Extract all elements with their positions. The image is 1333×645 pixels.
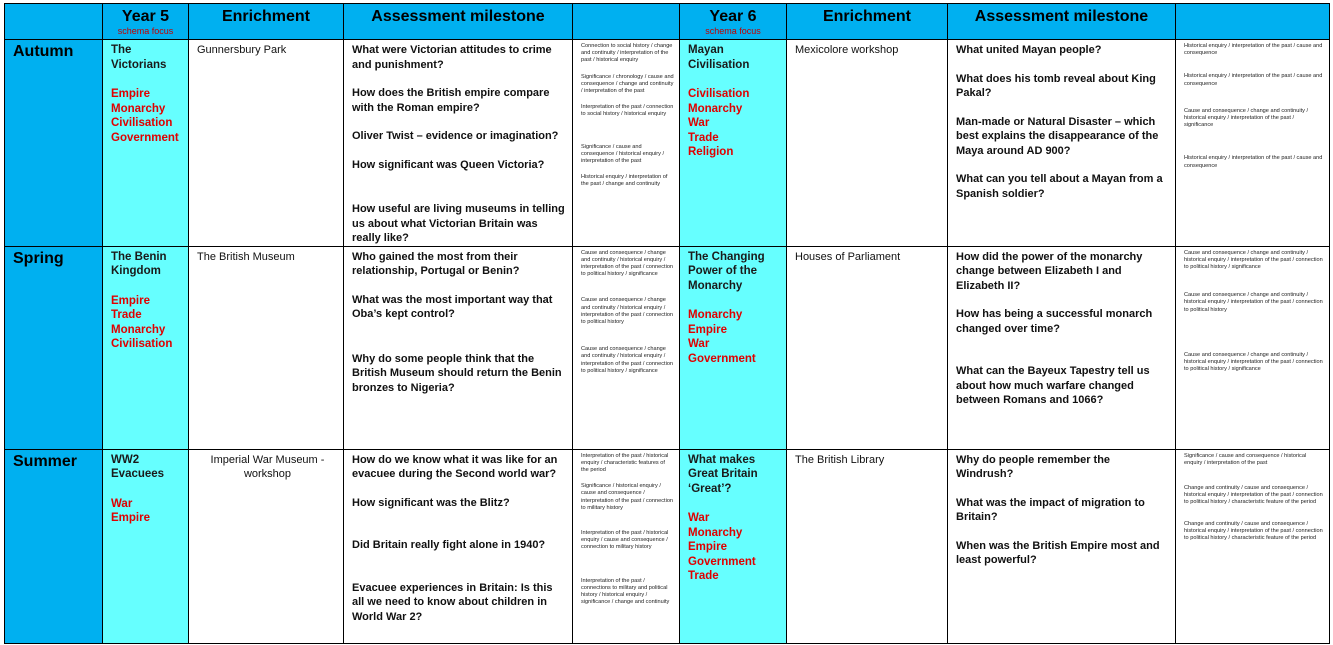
header-term (5, 4, 103, 40)
skill-note: Significance / chronology / cause and consequence / change and continuity / interpretation of the past (581, 73, 674, 95)
question: How has being a successful monarch changed over time? (956, 308, 1153, 335)
header-year6 (680, 4, 787, 40)
y6-skills-cell (1176, 40, 1330, 247)
question: What can you tell about a Mayan from a Spanish soldier? (956, 173, 1163, 200)
y5-milestone-cell (344, 40, 573, 247)
concept: Civilisation (111, 338, 173, 350)
skill-note: Historical enquiry / interpretation of the past / cause and consequence (1184, 43, 1323, 57)
question: What was the most important way that Oba’s kept control? (352, 293, 553, 320)
concept: Trade (688, 131, 719, 144)
concept: Monarchy (111, 102, 166, 115)
topic-title: WW2 Evacuees (111, 453, 165, 480)
y5-skills-cell (573, 40, 680, 247)
question: Did Britain really fight alone in 1940? (352, 539, 546, 551)
concept: Government (688, 352, 756, 365)
concept: Civilisation (688, 88, 750, 100)
skill-note: Historical enquiry / interpretation of the past / cause and consequence (1184, 73, 1323, 87)
y5-topic-cell (103, 449, 189, 643)
question: Man-made or Natural Disaster – which best explains the disappearance of the Maya around AD 900? (956, 115, 1159, 157)
question: How significant was Queen Victoria? (352, 158, 545, 171)
concept: War (111, 497, 133, 510)
term-row-summer (5, 449, 1330, 643)
question: What was the impact of migration to Britain? (956, 496, 1145, 523)
concept: Trade (688, 570, 719, 582)
skill-note: Cause and consequence / change and continuity / historical enquiry / interpretation of the past / connection to political history (581, 297, 674, 325)
question: What can the Bayeux Tapestry tell us about how much warfare changed between Romans and 1066? (956, 365, 1150, 406)
skill-note: Cause and consequence / change and continuity / historical enquiry / interpretation of the past / connection to political history / significance (1184, 351, 1323, 373)
skill-note: Interpretation of the past / historical enquiry / cause and consequence / connection to military history (581, 529, 669, 551)
skill-note: Historical enquiry / interpretation of the past / change and continuity (581, 174, 668, 188)
skill-note: Interpretation of the past / connections to military and political history / historical enquiry / significance / change and continuity (581, 577, 670, 606)
y5-enrichment-cell: Imperial War Museum - workshop (189, 449, 344, 643)
y6-enrichment-cell: The British Library (787, 449, 948, 643)
header-row (5, 4, 1330, 40)
skill-note: Cause and consequence / change and continuity / historical enquiry / interpretation of the past / connection to political history / significance (1184, 249, 1323, 270)
y6-topic-cell (680, 246, 787, 449)
header-milestone-y5: Assessment milestone (344, 4, 573, 40)
header-enrichment-y5: Enrichment (189, 4, 344, 40)
topic-title: What makes Great Britain ‘Great’? (688, 453, 758, 495)
concept: Empire (111, 294, 150, 307)
year5-subtitle: schema focus (117, 26, 174, 36)
y6-enrichment-cell: Houses of Parliament (787, 246, 948, 449)
term-cell: Spring (5, 246, 103, 449)
y5-skills-cell (573, 246, 680, 449)
concept: Monarchy (111, 323, 166, 336)
skill-note: Interpretation of the past / historical enquiry / characteristic features of the period (581, 452, 669, 473)
y6-topic-cell (680, 40, 787, 247)
skill-note: Historical enquiry / interpretation of the past / cause and consequence (1184, 155, 1323, 169)
skill-note: Cause and consequence / change and continuity / historical enquiry / interpretation of the past / connection to political history (1184, 292, 1323, 313)
header-year5 (103, 4, 189, 40)
concept: Empire (111, 512, 150, 524)
curriculum-table (4, 3, 1330, 644)
term-row-spring (5, 246, 1330, 449)
question: What does his tomb reveal about King Pakal? (956, 72, 1156, 99)
y5-milestone-cell (344, 449, 573, 643)
concept: War (688, 512, 710, 524)
question: How does the British empire compare with the Roman empire? (352, 87, 550, 114)
skill-note: Significance / cause and consequence / historical enquiry / interpretation of the past (581, 143, 665, 165)
y5-enrichment-cell: The British Museum (189, 246, 344, 449)
question: What were Victorian attitudes to crime and punishment? (352, 44, 552, 71)
skill-note: Significance / historical enquiry / cause and consequence / interpretation of the past / connection to military history (581, 483, 674, 511)
question: Evacuee experiences in Britain: Is this all we need to know about children in World War 2? (352, 581, 553, 623)
question: Oliver Twist – evidence or imagination? (352, 130, 559, 142)
y6-skills-cell (1176, 246, 1330, 449)
topic-title: Mayan Civilisation (688, 44, 750, 71)
term-cell: Summer (5, 449, 103, 643)
term-row-autumn (5, 40, 1330, 247)
question: What united Mayan people? (956, 44, 1102, 56)
y5-skills-cell (573, 449, 680, 643)
concept: Empire (688, 323, 727, 336)
skill-note: Cause and consequence / change and continuity / historical enquiry / interpretation of the past / connection to political history / significance (581, 249, 674, 278)
year6-label: Year 6 (709, 8, 757, 25)
concept: Trade (111, 309, 142, 321)
skill-note: Change and continuity / cause and consequence / historical enquiry / interpretation of the past / connection to political history / characteristic feature of the period (1184, 484, 1323, 506)
concept: War (688, 338, 710, 350)
question: How did the power of the monarchy change between Elizabeth I and Elizabeth II? (956, 250, 1143, 292)
y6-milestone-cell (948, 246, 1176, 449)
concept: Empire (688, 541, 727, 553)
header-enrichment-y6: Enrichment (787, 4, 948, 40)
question: How significant was the Blitz? (352, 496, 510, 509)
y5-enrichment-cell: Gunnersbury Park (189, 40, 344, 247)
header-milestone-y6: Assessment milestone (948, 4, 1176, 40)
header-skills-y6 (1176, 4, 1330, 40)
concept: War (688, 117, 710, 129)
y6-enrichment-cell: Mexicolore workshop (787, 40, 948, 247)
topic-title: The Benin Kingdom (111, 250, 167, 277)
concept: Government (111, 131, 179, 144)
term-cell: Autumn (5, 40, 103, 247)
concept: Government (688, 555, 756, 568)
concept: Monarchy (688, 526, 743, 539)
concept: Empire (111, 88, 150, 100)
y5-topic-cell (103, 246, 189, 449)
question: How useful are living museums in telling us about what Victorian Britain was really like? (352, 203, 565, 244)
header-skills-y5 (573, 4, 680, 40)
year6-subtitle: schema focus (705, 26, 761, 36)
question: When was the British Empire most and least powerful? (956, 539, 1160, 566)
concept: Monarchy (688, 309, 743, 321)
question: Why do people remember the Windrush? (956, 453, 1111, 480)
question: How do we know what it was like for an evacuee during the Second world war? (352, 453, 558, 480)
y6-milestone-cell (948, 40, 1176, 247)
skill-note: Interpretation of the past / connection to social history / historical enquiry (581, 104, 674, 118)
concept: Monarchy (688, 102, 743, 115)
y6-topic-cell (680, 449, 787, 643)
y5-milestone-cell (344, 246, 573, 449)
skill-note: Connection to social history / change and continuity / interpretation of the past / historical enquiry (581, 43, 673, 64)
concept: Religion (688, 146, 734, 158)
skill-note: Cause and consequence / change and continuity / historical enquiry / interpretation of the past / significance (1184, 107, 1309, 129)
y5-topic-cell (103, 40, 189, 247)
topic-title: The Victorians (111, 44, 167, 71)
question: Who gained the most from their relationship, Portugal or Benin? (352, 250, 520, 277)
concept: Civilisation (111, 117, 173, 129)
skill-note: Change and continuity / cause and consequence / historical enquiry / interpretation of the past / connection to political history / characteristic feature of the period (1184, 520, 1323, 541)
skill-note: Significance / cause and consequence / historical enquiry / interpretation of the past (1184, 452, 1307, 466)
question: Why do some people think that the British Museum should return the Benin bronzes to Nigeria? (352, 352, 562, 394)
skill-note: Cause and consequence / change and continuity / historical enquiry / interpretation of the past / connection to political history / significance (581, 346, 674, 374)
y6-skills-cell (1176, 449, 1330, 643)
topic-title: The Changing Power of the Monarchy (688, 250, 765, 292)
year5-label: Year 5 (121, 8, 170, 25)
y6-milestone-cell (948, 449, 1176, 643)
